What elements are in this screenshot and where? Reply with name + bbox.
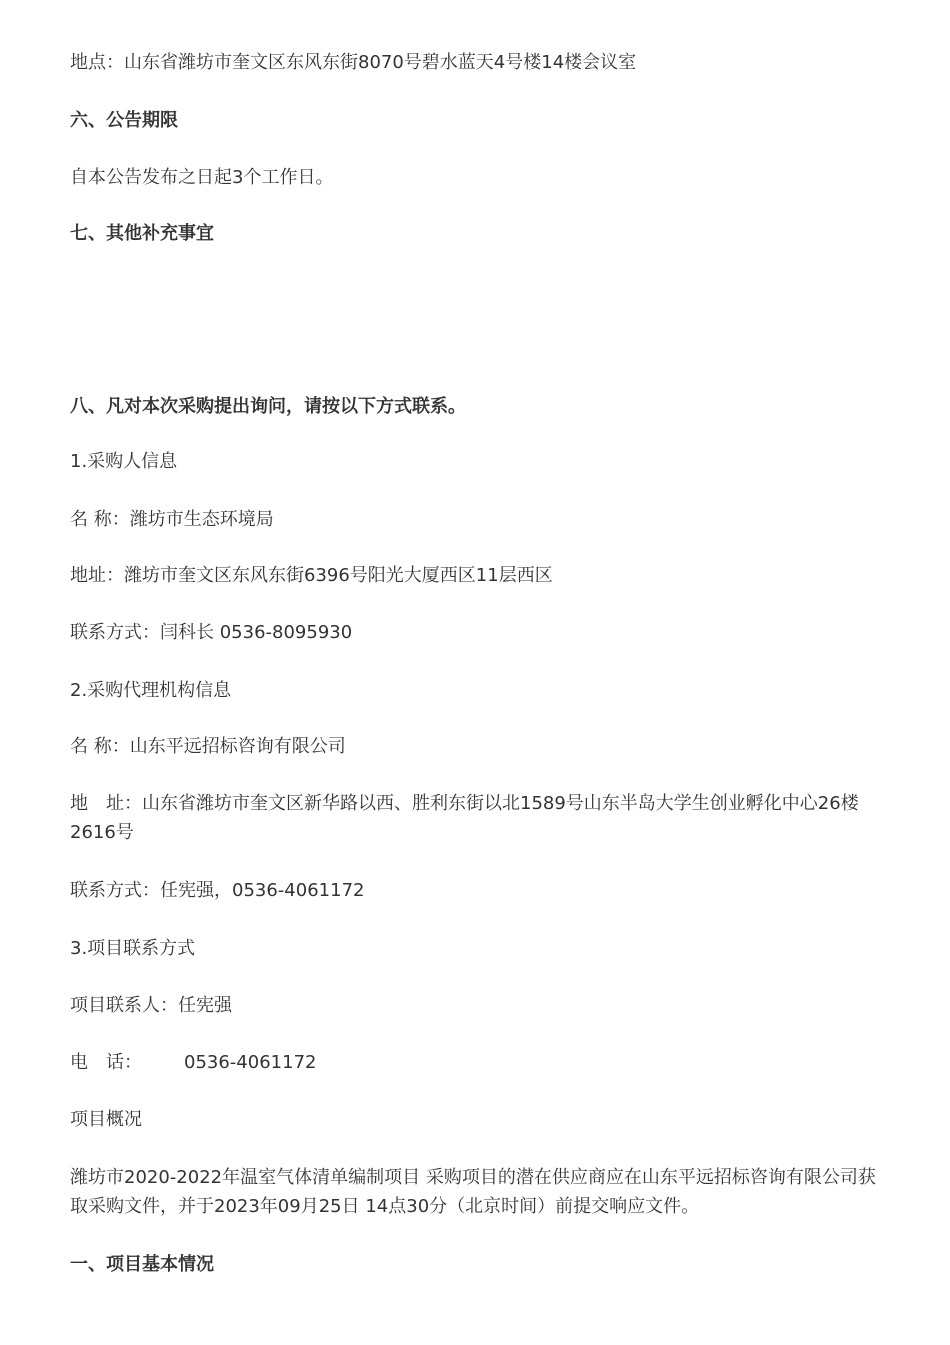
purchaser-name-line <box>70 505 880 534</box>
overview-title: 项目概况 <box>70 1109 142 1130</box>
agency-address-label2: 址： <box>106 793 142 814</box>
agency-name: 山东平远招标咨询有限公司 <box>129 736 346 757</box>
section7-heading: 七、其他补充事宜 <box>70 223 214 244</box>
agency-name-label2: 称： <box>93 736 130 757</box>
project-contact-person: 项目联系人：任宪强 <box>70 995 232 1016</box>
project-phone-line <box>70 1048 880 1077</box>
purchaser-name-label2: 称： <box>93 509 130 530</box>
project-phone-label2: 话： <box>106 1052 142 1073</box>
project-contact-title: 3.项目联系方式 <box>70 938 196 959</box>
notice-period-text: 自本公告发布之日起3个工作日。 <box>70 167 334 188</box>
agency-contact: 联系方式：任宪强，0536-4061172 <box>70 880 365 901</box>
agency-address-line <box>70 789 880 847</box>
purchaser-contact: 联系方式：闫科长 0536-8095930 <box>70 622 353 643</box>
purchaser-address: 地址：潍坊市奎文区东风东街6396号阳光大厦西区11层西区 <box>70 565 553 586</box>
purchaser-name: 潍坊市生态环境局 <box>129 509 274 530</box>
agency-address: 山东省潍坊市奎文区新华路以西、胜利东街以北1589号山东半岛大学生创业孵化中心26楼2616号 <box>70 793 859 843</box>
purchaser-info-title: 1.采购人信息 <box>70 451 178 472</box>
agency-name-label: 名 <box>70 736 88 757</box>
section1-heading: 一、项目基本情况 <box>70 1254 214 1275</box>
project-phone: 0536-4061172 <box>184 1052 317 1073</box>
agency-address-label: 地 <box>70 793 88 814</box>
agency-info-title: 2.采购代理机构信息 <box>70 680 232 701</box>
agency-name-line <box>70 732 880 761</box>
meeting-location: 地点：山东省潍坊市奎文区东风东街8070号碧水蓝天4号楼14楼会议室 <box>70 52 637 73</box>
section6-heading: 六、公告期限 <box>70 110 178 131</box>
project-phone-label: 电 <box>70 1052 88 1073</box>
overview-text: 潍坊市2020-2022年温室气体清单编制项目 采购项目的潜在供应商应在山东平远招标咨询有限公司获取采购文件，并于2023年09月25日 14点30分（北京时间）前提交响应文件。 <box>70 1167 876 1217</box>
section8-heading: 八、凡对本次采购提出询问，请按以下方式联系。 <box>70 396 466 417</box>
purchaser-name-label: 名 <box>70 509 88 530</box>
